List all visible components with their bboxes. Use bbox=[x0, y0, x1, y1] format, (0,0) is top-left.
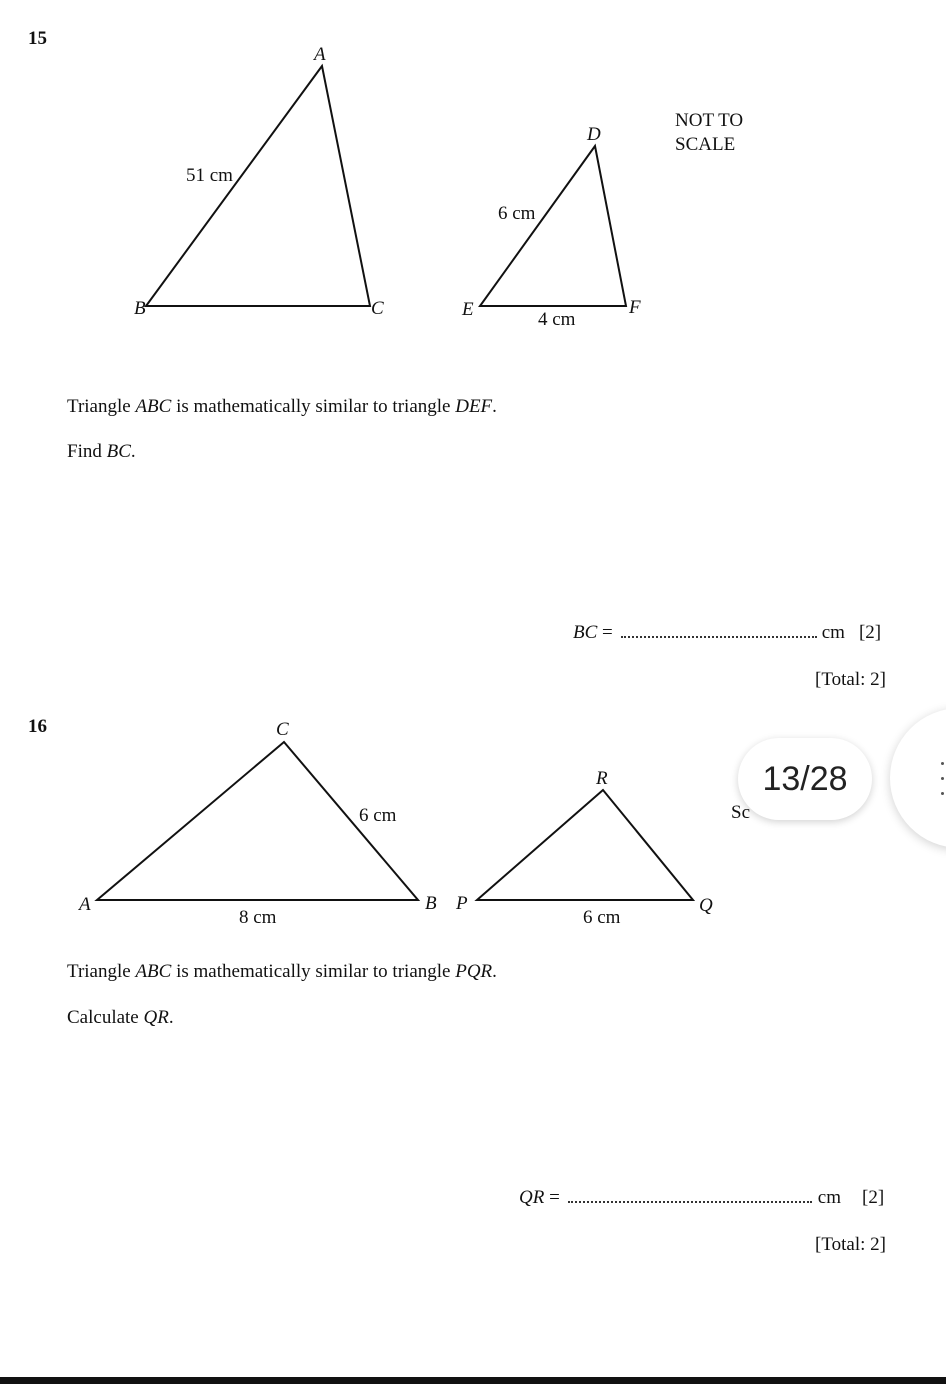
answer-equals: = bbox=[544, 1187, 560, 1208]
q16-total: [Total: 2] bbox=[815, 1234, 886, 1255]
vertex-r: R bbox=[596, 768, 608, 789]
task-qr: QR bbox=[143, 1007, 169, 1028]
statement-pqr: PQR bbox=[455, 961, 493, 982]
partial-scale-note: Sc bbox=[731, 802, 750, 823]
statement-abc: ABC bbox=[135, 396, 172, 417]
task-text: Find bbox=[67, 441, 107, 462]
vertex-q: Q bbox=[699, 895, 713, 916]
more-options-icon[interactable] bbox=[941, 762, 945, 798]
statement-text: is mathematically similar to triangle bbox=[171, 961, 456, 982]
note-line-2: SCALE bbox=[675, 134, 736, 155]
question-number-15: 15 bbox=[28, 28, 47, 49]
page-indicator: 13/28 bbox=[738, 738, 872, 820]
vertex-e: E bbox=[462, 299, 474, 320]
answer-marks: [2] bbox=[862, 1187, 885, 1208]
vertex-c-q16: C bbox=[276, 719, 289, 740]
triangle-pqr bbox=[477, 790, 693, 900]
answer-unit: cm bbox=[821, 622, 845, 643]
task-period: . bbox=[168, 1007, 174, 1028]
q15-statement bbox=[67, 396, 497, 418]
vertex-a-q15: A bbox=[314, 44, 326, 65]
q15-total: [Total: 2] bbox=[815, 669, 886, 690]
vertex-a-q16: A bbox=[79, 894, 91, 915]
task-period: . bbox=[130, 441, 136, 462]
vertex-f: F bbox=[629, 297, 641, 318]
q16-answer-line bbox=[519, 1187, 884, 1209]
q16-statement bbox=[67, 961, 497, 983]
vertex-p: P bbox=[456, 893, 468, 914]
vertex-c-q15: C bbox=[371, 298, 384, 319]
task-bc: BC bbox=[106, 441, 131, 462]
statement-text: Triangle bbox=[67, 396, 136, 417]
side-de-label: 6 cm bbox=[498, 203, 536, 224]
answer-label: BC bbox=[573, 622, 598, 643]
answer-unit: cm bbox=[817, 1187, 842, 1208]
answer-blank[interactable] bbox=[568, 1200, 812, 1203]
question-number-16: 16 bbox=[28, 716, 47, 737]
q15-task bbox=[67, 441, 136, 463]
triangle-def bbox=[480, 146, 626, 306]
statement-text: is mathematically similar to triangle bbox=[171, 396, 456, 417]
statement-text: Triangle bbox=[67, 961, 136, 982]
bottom-nav-bar bbox=[0, 1377, 946, 1384]
answer-label: QR bbox=[519, 1187, 545, 1208]
task-text: Calculate bbox=[67, 1007, 144, 1028]
triangle-abc-q15 bbox=[146, 66, 370, 306]
answer-marks: [2] bbox=[858, 622, 882, 643]
statement-def: DEF bbox=[455, 396, 493, 417]
answer-equals: = bbox=[597, 622, 613, 643]
side-pq-label: 6 cm bbox=[583, 907, 621, 928]
note-line-1: NOT TO bbox=[675, 110, 744, 131]
statement-abc: ABC bbox=[135, 961, 172, 982]
vertex-b-q15: B bbox=[134, 298, 146, 319]
side-ab-label-q15: 51 cm bbox=[186, 165, 233, 186]
side-ef-label: 4 cm bbox=[538, 309, 576, 330]
side-cb-label: 6 cm bbox=[359, 805, 397, 826]
vertex-b-q16: B bbox=[425, 893, 437, 914]
q16-task bbox=[67, 1007, 174, 1029]
statement-period: . bbox=[492, 396, 497, 417]
statement-period: . bbox=[492, 961, 497, 982]
q15-answer-line bbox=[573, 622, 881, 644]
vertex-d: D bbox=[587, 124, 601, 145]
not-to-scale-note bbox=[675, 109, 743, 157]
side-ab-label-q16: 8 cm bbox=[239, 907, 277, 928]
answer-blank[interactable] bbox=[621, 635, 817, 638]
